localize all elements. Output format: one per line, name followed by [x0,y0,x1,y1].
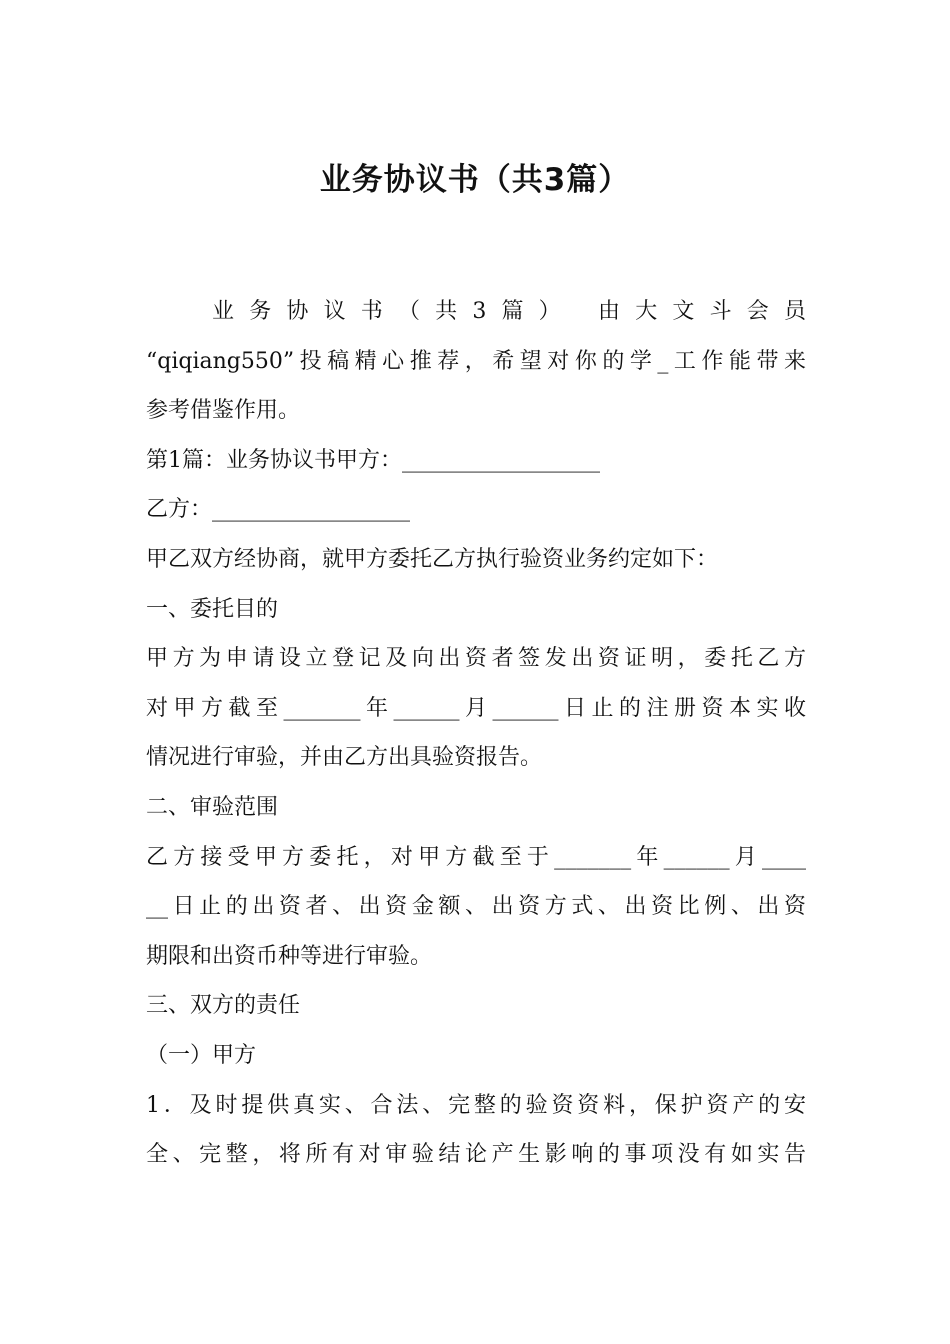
agreement-intro: 甲乙双方经协商，就甲方委托乙方执行验资业务约定如下： [146,546,719,572]
section-1-line-1 [146,634,806,684]
section-1-line-3: 情况进行审验，并由乙方出具验资报告。 [146,745,543,771]
section-1-line-2 [146,684,806,734]
section-2-line-3: 期限和出资币种等进行审验。 [146,943,433,969]
section-2-line-2-text: __日止的出资者、出资金额、出资方式、出资比例、出资 [146,894,806,920]
section-3-item-1-line-1-text: 1．及时提供真实、合法、完整的验资资料，保护资产的安 [146,1092,806,1118]
section-3-item-1-line-2-text: 全、完整，将所有对审验结论产生影响的事项没有如实告 [146,1142,806,1168]
intro-paragraph-line-1 [146,287,806,337]
document-body [146,287,806,1180]
section-2-line-2 [146,882,806,932]
section-3-heading: 三、双方的责任 [146,993,301,1019]
intro-paragraph-line-2 [146,337,806,387]
section-2-heading: 二、审验范围 [146,794,279,820]
section-2-line-1-text: 乙方接受甲方委托，对甲方截至于_______年______月____ [146,844,806,870]
intro-paragraph-line-3: 参考借鉴作用。 [146,398,301,424]
section-3-item-1-line-1 [146,1081,806,1131]
section-1-line-1-text: 甲方为申请设立登记及向出资者签发出资证明，委托乙方 [146,646,806,672]
section-2-line-1 [146,833,806,883]
article-1-heading: 第1篇：业务协议书甲方：__________________ [146,447,600,473]
section-3-item-1-line-2 [146,1130,806,1180]
document-title: 业务协议书（共3篇） [319,162,631,198]
party-b-line: 乙方：__________________ [146,497,411,523]
intro-line-1-text: 业务协议书（共3篇） 由大文斗会员 [212,299,806,324]
section-1-heading: 一、委托目的 [146,596,279,622]
section-3-sub-heading: （一）甲方 [146,1042,257,1068]
section-1-line-2-text: 对甲方截至_______年______月______日止的注册资本实收 [146,695,806,721]
intro-line-2-text: “qiqiang550”投稿精心推荐，希望对你的学_工作能带来 [146,348,806,374]
